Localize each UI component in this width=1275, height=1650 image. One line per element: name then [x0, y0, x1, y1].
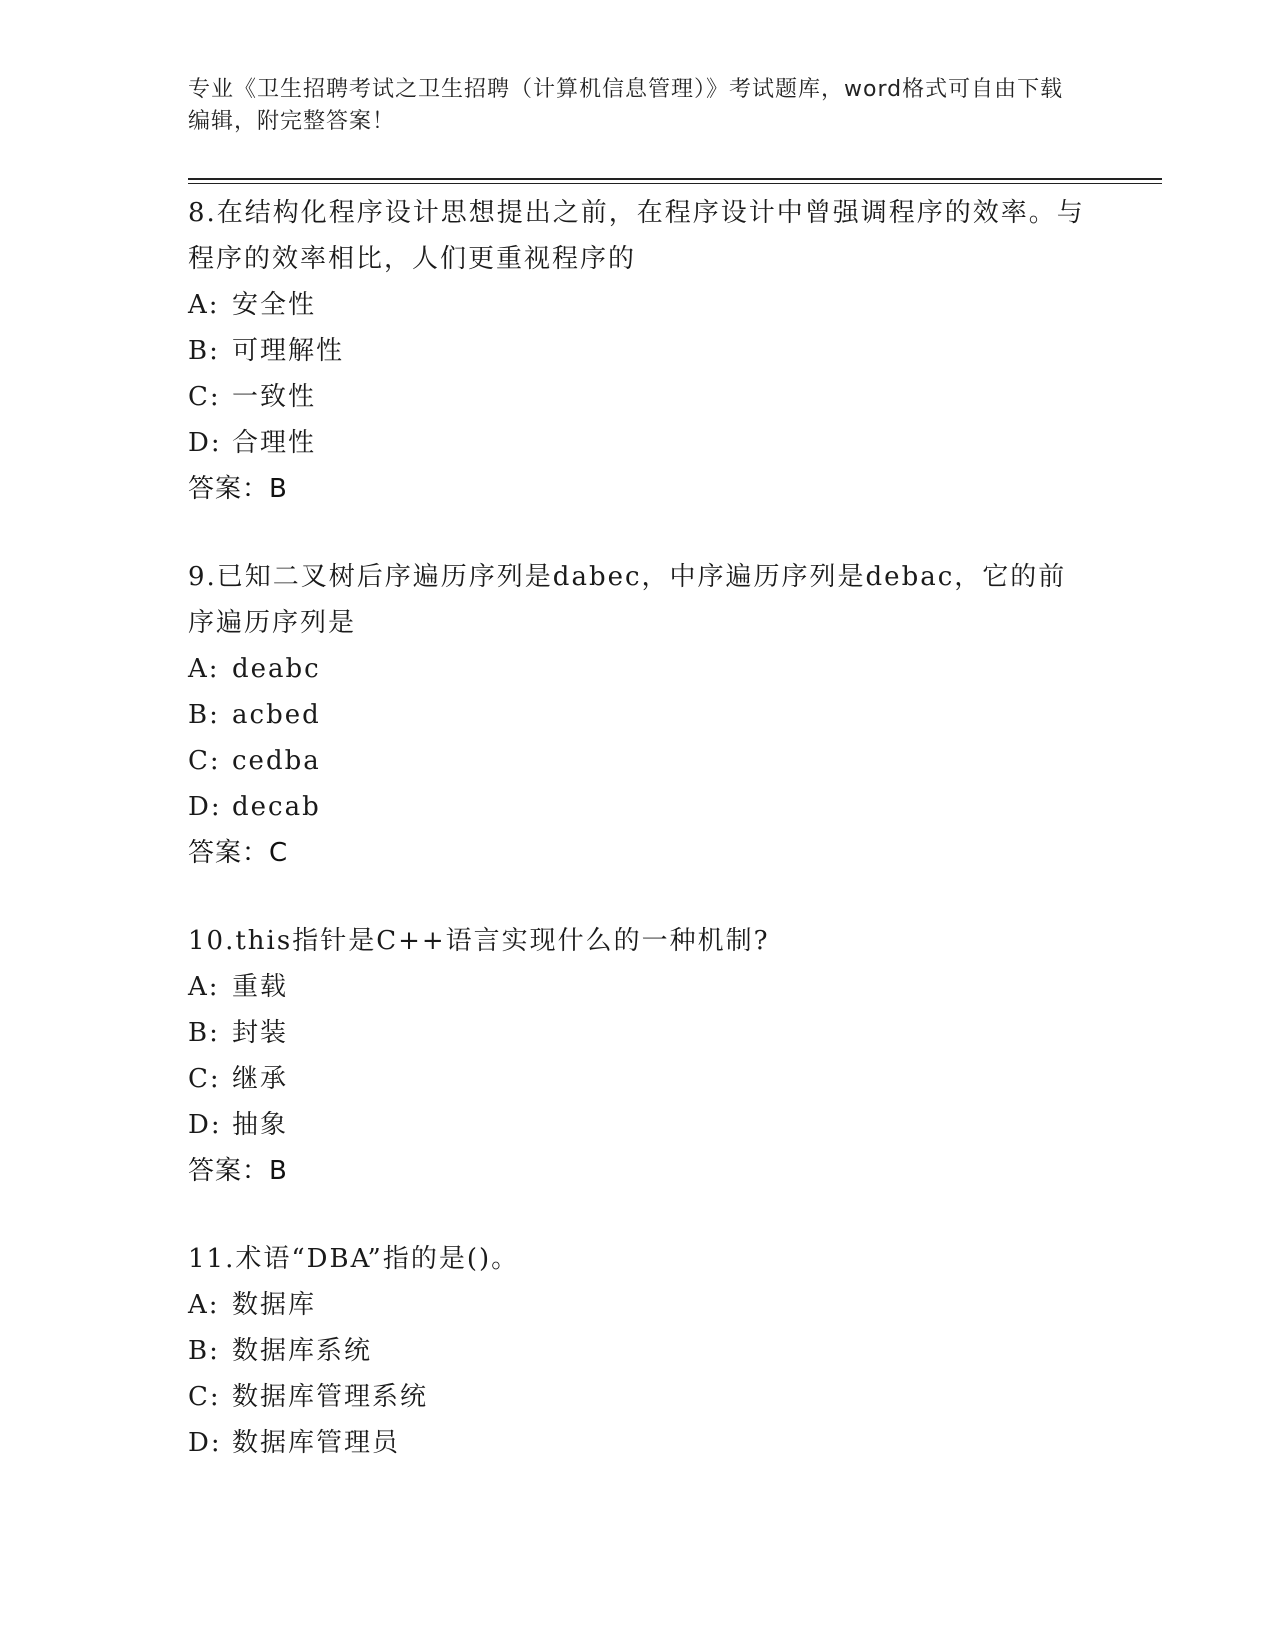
option-a — [188, 964, 1088, 1010]
option-text: 一致性 — [232, 382, 317, 412]
option-c — [188, 374, 1088, 420]
option-key: B: — [188, 1018, 220, 1048]
option-key: C: — [188, 1064, 221, 1094]
question-10 — [188, 918, 1088, 1194]
option-text: 抽象 — [232, 1110, 289, 1140]
header-divider-thin — [188, 183, 1162, 184]
question-text: 8.在结构化程序设计思想提出之前，在程序设计中曾强调程序的效率。与程序的效率相比，人们更重视程序的 — [188, 198, 1085, 274]
option-key: A: — [188, 654, 220, 684]
option-key: D: — [188, 792, 222, 822]
option-c — [188, 738, 1088, 784]
option-text: cedba — [232, 746, 321, 776]
question-text: 10.this指针是C++语言实现什么的一种机制? — [188, 926, 770, 956]
option-text: 可理解性 — [232, 336, 345, 366]
option-b — [188, 328, 1088, 374]
option-key: D: — [188, 1110, 222, 1140]
option-text: 数据库管理系统 — [232, 1382, 429, 1412]
option-text: deabc — [232, 654, 321, 684]
option-d — [188, 1420, 1088, 1466]
option-text: 合理性 — [232, 428, 317, 458]
option-text: 数据库管理员 — [232, 1428, 401, 1458]
option-key: C: — [188, 746, 221, 776]
option-text: acbed — [232, 700, 321, 730]
option-key: A: — [188, 972, 220, 1002]
option-key: C: — [188, 382, 221, 412]
option-key: A: — [188, 290, 220, 320]
option-text: 数据库 — [232, 1290, 317, 1320]
option-text: 重载 — [232, 972, 289, 1002]
option-a — [188, 646, 1088, 692]
option-text: 安全性 — [232, 290, 317, 320]
option-b — [188, 1010, 1088, 1056]
question-11 — [188, 1236, 1088, 1466]
question-list — [188, 190, 1088, 1508]
option-d — [188, 784, 1088, 830]
answer-line: 答案：C — [188, 838, 289, 868]
document-header: 专业《卫生招聘考试之卫生招聘（计算机信息管理）》考试题库，word格式可自由下载编辑，附完整答案！ — [188, 77, 1064, 134]
option-key: D: — [188, 428, 222, 458]
answer-line: 答案：B — [188, 474, 288, 504]
option-a — [188, 1282, 1088, 1328]
option-key: B: — [188, 1336, 220, 1366]
option-d — [188, 420, 1088, 466]
option-key: B: — [188, 336, 220, 366]
option-key: A: — [188, 1290, 220, 1320]
option-key: B: — [188, 700, 220, 730]
option-text: decab — [232, 792, 321, 822]
question-text: 11.术语“DBA”指的是()。 — [188, 1244, 520, 1274]
option-text: 封装 — [232, 1018, 289, 1048]
option-a — [188, 282, 1088, 328]
option-text: 数据库系统 — [232, 1336, 373, 1366]
question-text: 9.已知二叉树后序遍历序列是dabec，中序遍历序列是debac，它的前序遍历序列是 — [188, 562, 1067, 638]
option-c — [188, 1374, 1088, 1420]
option-b — [188, 692, 1088, 738]
option-d — [188, 1102, 1088, 1148]
option-b — [188, 1328, 1088, 1374]
option-key: D: — [188, 1428, 222, 1458]
question-8 — [188, 190, 1088, 512]
option-c — [188, 1056, 1088, 1102]
header-divider-thick — [188, 178, 1162, 180]
option-text: 继承 — [232, 1064, 289, 1094]
answer-line: 答案：B — [188, 1156, 288, 1186]
question-9 — [188, 554, 1088, 876]
option-key: C: — [188, 1382, 221, 1412]
